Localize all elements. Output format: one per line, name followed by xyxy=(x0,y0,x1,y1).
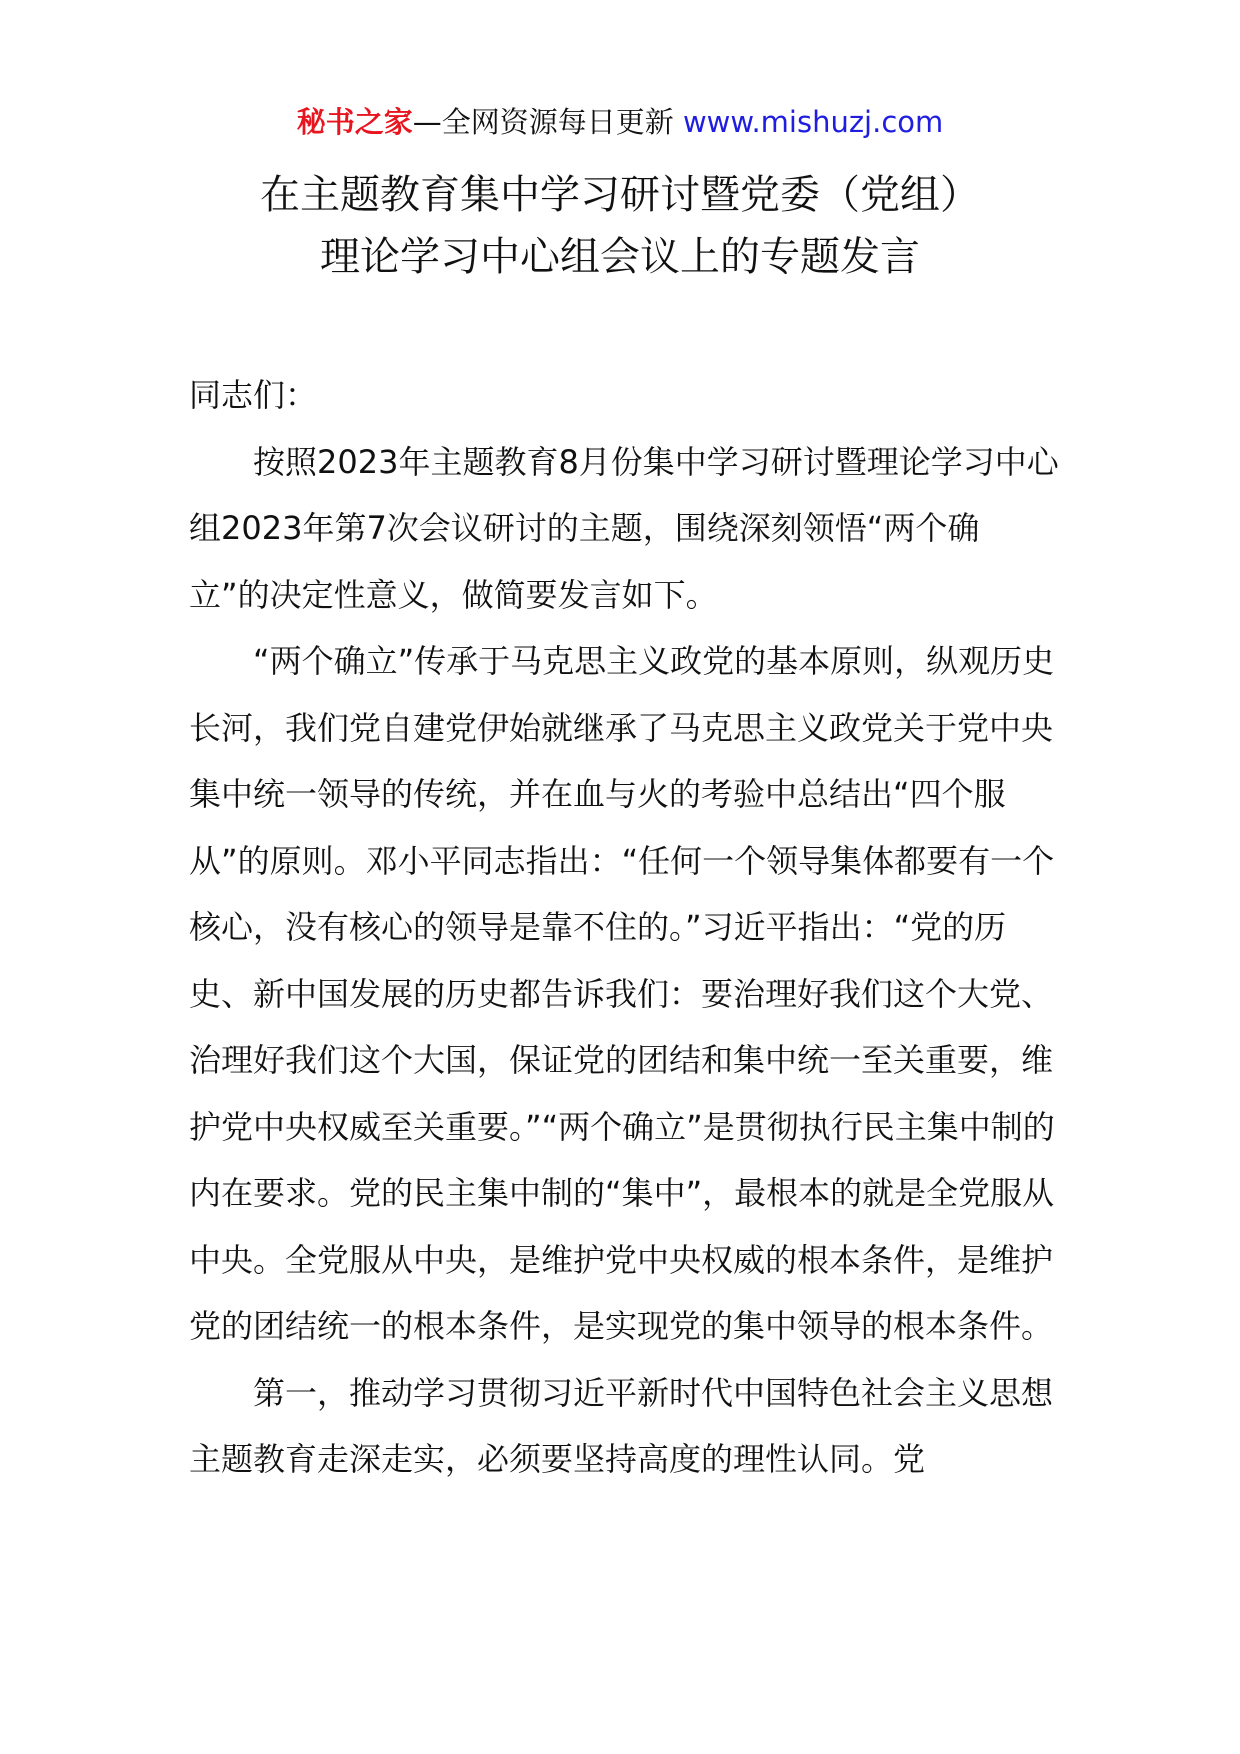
paragraph-3: 第一，推动学习贯彻习近平新时代中国特色社会主义思想主题教育走深走实，必须要坚持高度的理性认同。党 xyxy=(189,1373,1054,1478)
document-body xyxy=(189,362,1059,1493)
site-url-link[interactable]: www.mishuzj.com xyxy=(682,105,944,139)
paragraph-1: 按照2023年主题教育8月份集中学习研讨暨理论学习中心组2023年第7次会议研讨的主题，围绕深刻领悟“两个确立”的决定性意义，做简要发言如下。 xyxy=(189,442,1059,614)
document-title-line-1: 在主题教育集中学习研讨暨党委（党组） xyxy=(260,172,980,218)
site-header xyxy=(0,102,1240,142)
site-brand: 秘书之家 xyxy=(296,105,413,139)
site-tagline: —全网资源每日更新 xyxy=(412,105,674,139)
document-title-line-2: 理论学习中心组会议上的专题发言 xyxy=(320,234,920,280)
greeting: 同志们： xyxy=(189,376,318,414)
paragraph-2: “两个确立”传承于马克思主义政党的基本原则，纵观历史长河，我们党自建党伊始就继承了马克思主义政党关于党中央集中统一领导的传统，并在血与火的考验中总结出“四个服从”的原则。邓小平同志指出：“任何一个领导集体都要有一个核心，没有核心的领导是靠不住的。”习近平指出：“党的历史、新中国发展的历史都告诉我们：要治理好我们这个大党、治理好我们这个大国，保证党的团结和集中统一至关重要，维护党中央权威至关重要。”“两个确立”是贯彻执行民主集中制的内在要求。党的民主集中制的“集中”，最根本的就是全党服从中央。全党服从中央，是维护党中央权威的根本条件，是维护党的团结统一的根本条件，是实现党的集中领导的根本条件。 xyxy=(189,642,1055,1345)
